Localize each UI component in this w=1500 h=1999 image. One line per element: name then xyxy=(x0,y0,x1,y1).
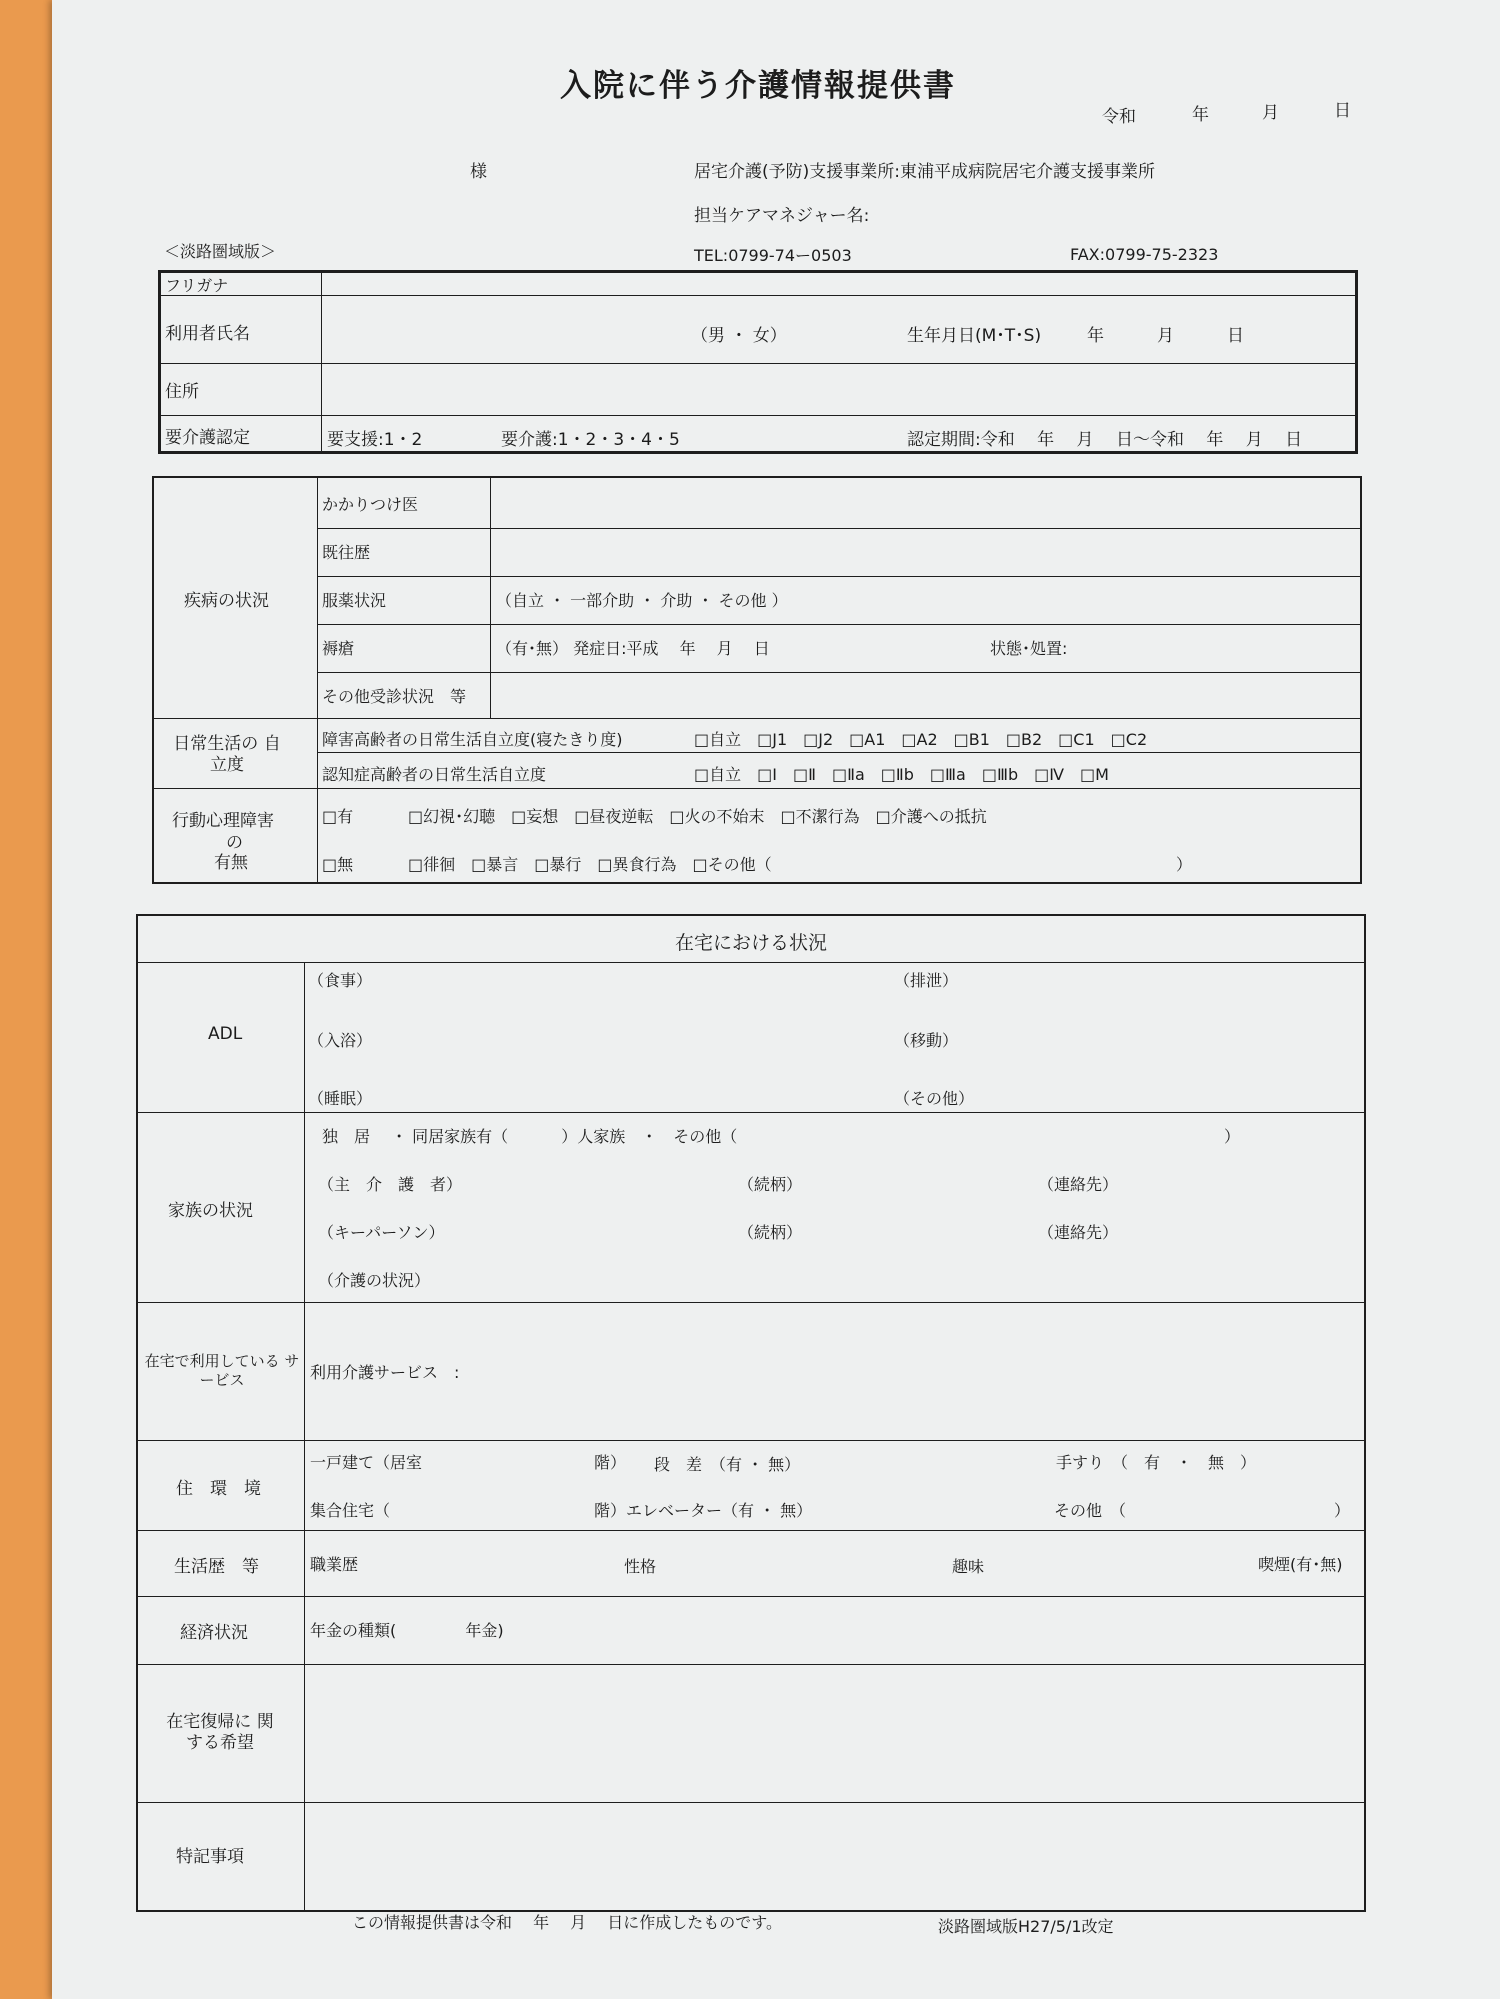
bpsd-no-items: □徘徊 □暴言 □暴行 □異食行為 □その他（ xyxy=(408,855,772,874)
adl-label: ADL xyxy=(208,1024,243,1044)
footer-version: 淡路圏域版H27/5/1改定 xyxy=(938,1917,1114,1936)
dob-day: 日 xyxy=(1227,326,1244,346)
history-label: 生活歴 等 xyxy=(174,1557,259,1577)
care-levels: 要介護:1・2・3・4・5 xyxy=(501,430,680,450)
cert-period: 認定期間:令和 年 月 日～令和 年 月 日 xyxy=(907,430,1303,450)
dob-label: 生年月日(M･T･S) xyxy=(907,326,1042,346)
env-handrail: 手すり （ 有 ・ 無 ） xyxy=(1056,1453,1257,1472)
notes-label: 特記事項 xyxy=(176,1847,244,1867)
adl-item: （睡眠） xyxy=(308,1089,373,1108)
dementia-options: □自立 □Ⅰ □Ⅱ □Ⅱa □Ⅱb □Ⅲa □Ⅲb □Ⅳ □M xyxy=(694,765,1109,784)
env-steps: 段 差 （有 ・ 無） xyxy=(654,1455,801,1474)
document-page xyxy=(52,0,1500,1999)
key-person: （キーパーソン） xyxy=(318,1223,445,1242)
services-label: 在宅で利用している サービス xyxy=(144,1352,300,1389)
bpsd-label: 有無 xyxy=(214,853,248,873)
condition-table xyxy=(152,476,1362,884)
bpsd-label: 行動心理障害 xyxy=(172,811,274,831)
addressee-suffix: 様 xyxy=(470,162,487,182)
gender-options: （男 ・ 女） xyxy=(691,326,787,346)
env-other-close: ） xyxy=(1334,1501,1351,1520)
address-label: 住所 xyxy=(165,382,199,402)
family-line1: 独 居 ・ 同居家族有（ ）人家族 ・ その他（ xyxy=(322,1127,738,1146)
edition-label: ＜淡路圏域版＞ xyxy=(164,242,277,261)
disease-row-label: その他受診状況 等 xyxy=(322,687,467,706)
dementia-label: 認知症高齢者の日常生活自立度 xyxy=(322,765,547,784)
dob-year: 年 xyxy=(1087,326,1104,346)
contact2: （連絡先） xyxy=(1038,1223,1119,1242)
medication-options: （自立 ・ 一部介助 ・ 介助 ・ その他 ） xyxy=(496,591,788,610)
office-name: 居宅介護(予防)支援事業所:東浦平成病院居宅介護支援事業所 xyxy=(694,162,1155,182)
care-status: （介護の状況） xyxy=(318,1271,431,1290)
bpsd-no: □無 xyxy=(322,855,354,874)
main-caregiver: （主 介 護 者） xyxy=(318,1175,463,1194)
adl-item: （入浴） xyxy=(308,1031,373,1050)
adl-item: （移動） xyxy=(894,1031,959,1050)
relation2: （続柄） xyxy=(738,1223,803,1242)
date-month: 月 xyxy=(1262,103,1279,123)
date-day: 日 xyxy=(1334,101,1351,121)
pressure-ulcer-status: 状態･処置: xyxy=(990,639,1068,658)
dob-month: 月 xyxy=(1157,326,1174,346)
furigana-label: フリガナ xyxy=(165,276,229,295)
daily-life-label: 日常生活の 自立度 xyxy=(173,734,281,775)
home-section-title: 在宅における状況 xyxy=(674,932,827,954)
home-situation-table xyxy=(136,914,1366,1912)
family-line1-close: ） xyxy=(1224,1127,1241,1146)
date-era: 令和 xyxy=(1102,107,1136,127)
personality: 性格 xyxy=(624,1557,657,1576)
smoking: 喫煙(有･無) xyxy=(1258,1555,1343,1574)
wish-label: 在宅復帰に 関する希望 xyxy=(166,1712,274,1753)
support-levels: 要支援:1・2 xyxy=(327,430,423,450)
adl-item: （その他） xyxy=(894,1089,975,1108)
bpsd-yes: □有 xyxy=(322,807,354,826)
adl-item: （排泄） xyxy=(894,971,959,990)
disease-row-label: 既往歴 xyxy=(322,543,371,562)
date-year: 年 xyxy=(1192,105,1209,125)
footer-created: この情報提供書は令和 年 月 日に作成したものです。 xyxy=(352,1913,782,1932)
bpsd-no-items-close: ） xyxy=(1176,855,1193,874)
bedridden-label: 障害高齢者の日常生活自立度(寝たきり度) xyxy=(322,730,623,749)
fax-number: FAX:0799-75-2323 xyxy=(1070,245,1219,264)
economy-label: 経済状況 xyxy=(180,1623,248,1643)
care-level-label: 要介護認定 xyxy=(165,428,250,448)
bpsd-yes-items: □幻視･幻聴 □妄想 □昼夜逆転 □火の不始末 □不潔行為 □介護への抵抗 xyxy=(408,807,987,826)
career: 職業歴 xyxy=(310,1555,359,1574)
name-label: 利用者氏名 xyxy=(165,324,250,344)
disease-row-label: 褥瘡 xyxy=(322,639,355,658)
disease-section-label: 疾病の状況 xyxy=(184,591,269,611)
pressure-ulcer-options: （有･無） 発症日:平成 年 月 日 xyxy=(496,639,770,658)
pension: 年金の種類( 年金) xyxy=(310,1621,504,1640)
env-floor2: 階）エレベーター（有 ・ 無） xyxy=(594,1501,813,1520)
bpsd-label: の xyxy=(226,833,243,853)
care-manager: 担当ケアマネジャー名: xyxy=(694,206,870,226)
env-label: 住 環 境 xyxy=(176,1479,261,1499)
env-floor1: 階） xyxy=(594,1453,627,1472)
bedridden-options: □自立 □J1 □J2 □A1 □A2 □B1 □B2 □C1 □C2 xyxy=(694,730,1148,749)
family-label: 家族の状況 xyxy=(168,1201,253,1221)
env-house: 一戸建て（居室 xyxy=(310,1453,423,1472)
disease-row-label: かかりつけ医 xyxy=(322,495,419,514)
adl-item: （食事） xyxy=(308,971,373,990)
env-other: その他 （ xyxy=(1054,1501,1127,1520)
hobby: 趣味 xyxy=(952,1557,985,1576)
env-apartment: 集合住宅（ xyxy=(310,1501,391,1520)
document-title: 入院に伴う介護情報提供書 xyxy=(560,68,956,104)
tel-number: TEL:0799-74ー0503 xyxy=(694,246,852,265)
services-value: 利用介護サービス : xyxy=(310,1363,460,1382)
relation1: （続柄） xyxy=(738,1175,803,1194)
contact1: （連絡先） xyxy=(1038,1175,1119,1194)
user-info-table xyxy=(158,270,1358,454)
disease-row-label: 服薬状況 xyxy=(322,591,387,610)
